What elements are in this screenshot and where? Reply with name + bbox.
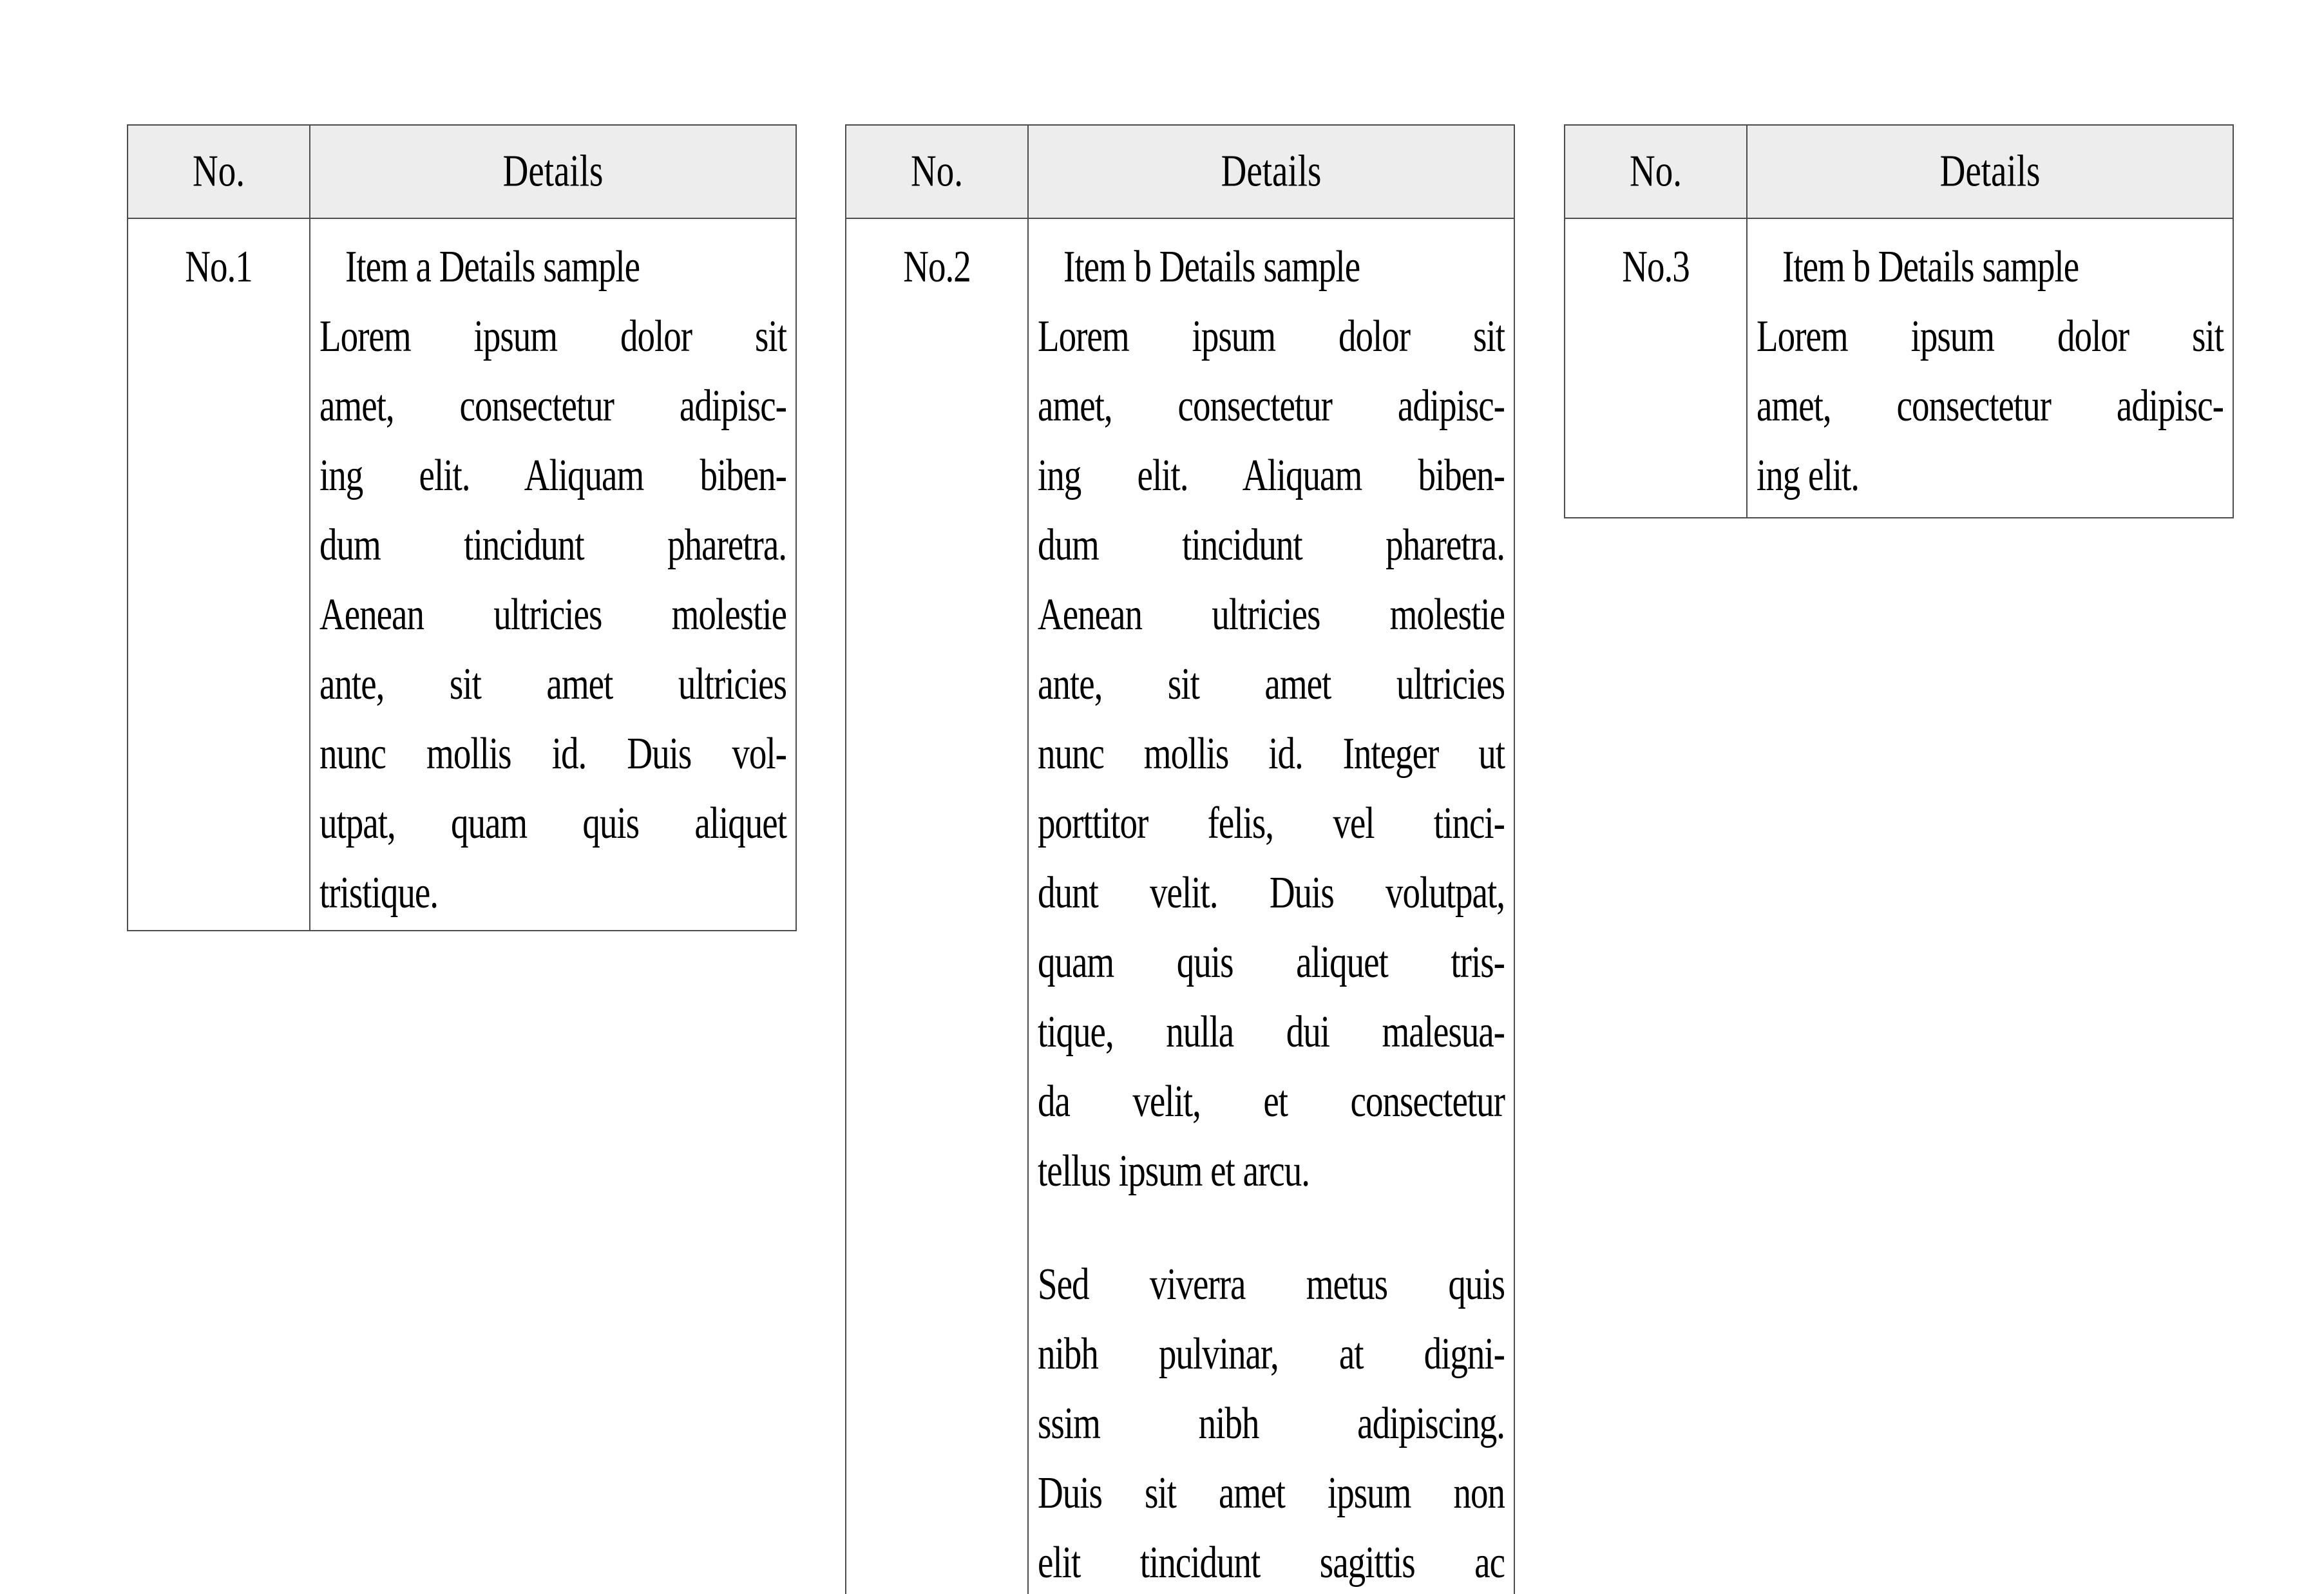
table-3-header-no: No.	[1565, 124, 1748, 230]
details-line: quam quis aliquet tris-	[1038, 936, 1505, 987]
details-line: elit tincidunt sagittis ac	[1038, 1537, 1505, 1588]
details-line: amet, consectetur adipisc-	[1038, 380, 1505, 431]
details-line: ing elit. Aliquam biben-	[1038, 450, 1505, 500]
details-line: amet, consectetur adipisc-	[319, 380, 786, 431]
details-paragraph	[1038, 1249, 1505, 1594]
table-1-row-number: No.1	[185, 241, 252, 292]
table-1-header-details: Details	[502, 146, 604, 196]
table-2-details-cell	[1029, 219, 1514, 1594]
details-line: Aenean ultricies molestie	[319, 589, 786, 640]
table-3-row-number: No.3	[1622, 241, 1690, 292]
details-line: tellus ipsum et arcu.	[1038, 1145, 1310, 1196]
details-line: Duis sit amet ipsum non	[1038, 1467, 1505, 1518]
details-line: ing elit. Aliquam biben-	[319, 450, 786, 500]
table-2-body-row	[846, 219, 1514, 1594]
details-paragraph	[1038, 232, 1505, 1206]
details-line: ante, sit amet ultricies	[319, 658, 786, 709]
details-line: Item b Details sample	[1782, 241, 2079, 292]
table-3-no-cell	[1565, 219, 1748, 517]
table-1	[127, 124, 797, 931]
table-1-details-cell	[310, 219, 795, 930]
table-2-header-details: Details	[1221, 146, 1322, 196]
details-line: Lorem ipsum dolor sit	[319, 310, 786, 361]
table-2-header-row	[846, 126, 1514, 219]
table-3-header-details: Details	[1939, 146, 2041, 196]
table-2-no-cell	[846, 219, 1029, 1594]
table-2-row-number: No.2	[903, 241, 971, 292]
table-3-header-row	[1565, 126, 2233, 219]
table-1-header-row	[128, 126, 795, 219]
details-line: Item b Details sample	[1063, 241, 1360, 292]
details-line: utpat, quam quis aliquet	[319, 797, 786, 848]
table-1-body-row	[128, 219, 795, 930]
details-line: Item a Details sample	[345, 241, 640, 292]
details-line: ante, sit amet ultricies	[1038, 658, 1505, 709]
details-line: ing elit.	[1757, 450, 1860, 500]
details-line: ssim nibh adipiscing.	[1038, 1398, 1505, 1448]
table-2-header-no: No.	[846, 124, 1029, 230]
details-line: tique, nulla dui malesua-	[1038, 1006, 1505, 1057]
details-line: porttitor felis, vel tinci-	[1038, 797, 1505, 848]
details-line: Aenean ultricies molestie	[1038, 589, 1505, 640]
details-line: Lorem ipsum dolor sit	[1038, 310, 1505, 361]
details-paragraph	[319, 232, 786, 927]
table-3-details-cell	[1748, 219, 2233, 517]
details-paragraph	[1757, 232, 2224, 510]
details-line: Lorem ipsum dolor sit	[1757, 310, 2224, 361]
details-line: da velit, et consectetur	[1038, 1076, 1505, 1126]
details-line: nunc mollis id. Integer ut	[1038, 728, 1505, 779]
table-3-body-row	[1565, 219, 2233, 517]
details-line: nibh pulvinar, at digni-	[1038, 1328, 1505, 1379]
table-3	[1564, 124, 2234, 518]
details-line: dum tincidunt pharetra.	[319, 519, 786, 570]
table-1-header-no: No.	[128, 124, 310, 230]
table-2	[845, 124, 1515, 1594]
details-line: nunc mollis id. Duis vol-	[319, 728, 786, 779]
details-line: amet, consectetur adipisc-	[1757, 380, 2224, 431]
details-line: tristique.	[319, 867, 439, 918]
details-line: Sed viverra metus quis	[1038, 1258, 1505, 1309]
details-line: dum tincidunt pharetra.	[1038, 519, 1505, 570]
details-line: dunt velit. Duis volutpat,	[1038, 867, 1505, 918]
table-1-no-cell	[128, 219, 310, 930]
